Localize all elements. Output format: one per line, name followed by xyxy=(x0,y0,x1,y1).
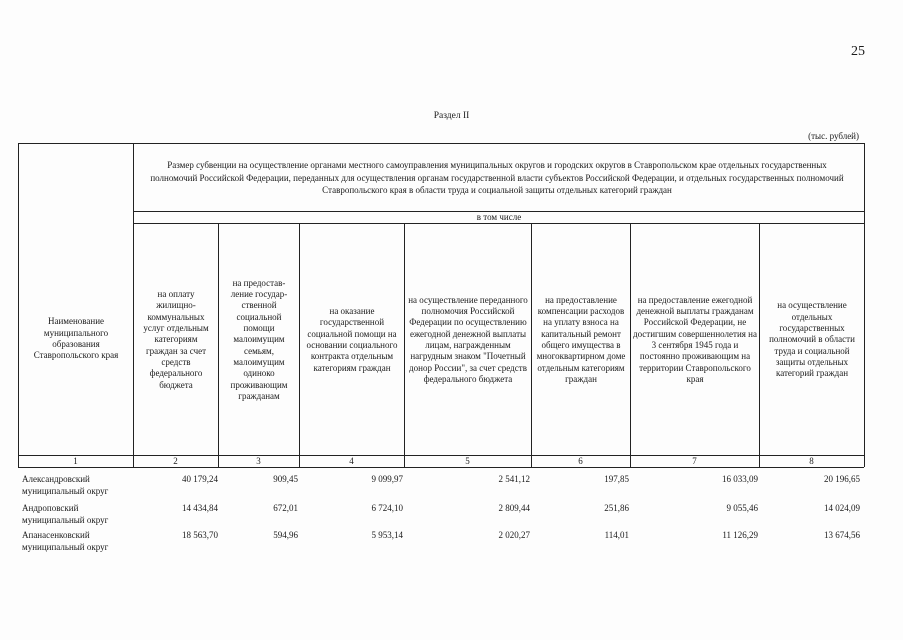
table-border-right xyxy=(864,143,865,467)
page-number: 25 xyxy=(851,44,865,59)
column-number: 8 xyxy=(809,455,814,466)
section-title: Раздел II xyxy=(433,111,470,121)
table-cell: 14 434,84 xyxy=(182,503,218,513)
header-col-8: на осуществление отдельных государственных полномочий в области труда и социальной защиты отдельных категорий граждан xyxy=(769,300,855,379)
table-border-left xyxy=(18,143,19,467)
header-including-divider xyxy=(133,223,864,224)
column-divider xyxy=(218,223,219,467)
table-cell: 9 099,97 xyxy=(371,474,403,484)
header-col-5: на осуществление переданного полномочия Российской Федерации по осуществлению ежегодной денежной выплаты лицам, награжденным нагрудным знаком "Почетный донор России", за счет средств федерального бюджета xyxy=(408,294,528,384)
table-cell: 114,01 xyxy=(604,530,629,540)
table-cell: 16 033,09 xyxy=(722,474,758,484)
column-number: 5 xyxy=(465,455,470,466)
table-cell: 197,85 xyxy=(604,474,629,484)
table-cell: 909,45 xyxy=(273,474,298,484)
header-name-column: Наименование муниципального образования Ставропольского края xyxy=(33,316,119,361)
column-number: 4 xyxy=(349,455,354,466)
table-border-top xyxy=(18,143,864,144)
column-number: 2 xyxy=(173,455,178,466)
units-label: (тыс. рублей) xyxy=(808,131,859,141)
table-cell: 2 541,12 xyxy=(498,474,530,484)
table-cell: 594,96 xyxy=(273,530,298,540)
column-number: 1 xyxy=(73,455,78,466)
column-divider xyxy=(133,143,134,467)
table-cell: 11 126,29 xyxy=(722,530,758,540)
header-col-2: на оплату жилищно-коммунальных услуг отдельным категориям граждан за счет средств федерального бюджета xyxy=(143,289,209,390)
header-col-4: на оказание государственной социальной помощи на основании социального контракта отдельным категориям граждан xyxy=(306,306,398,373)
column-number: 6 xyxy=(578,455,583,466)
column-number: 7 xyxy=(692,455,697,466)
table-cell: 2 809,44 xyxy=(498,503,530,513)
row-name: Андроповский муниципальный округ xyxy=(22,503,109,525)
table-cell: 40 179,24 xyxy=(182,474,218,484)
column-divider xyxy=(299,223,300,467)
header-col-3: на предостав-ление государ-ственной социальной помощи малоимущим семьям, малоимущим одиноко проживающим гражданам xyxy=(230,277,288,401)
table-cell: 18 563,70 xyxy=(182,530,218,540)
column-number: 3 xyxy=(256,455,261,466)
table-cell: 5 953,14 xyxy=(371,530,403,540)
row-name: Апанасенковский муниципальный округ xyxy=(22,530,109,552)
table-cell: 9 055,46 xyxy=(726,503,758,513)
header-main: Размер субвенции на осуществление органами местного самоуправления муниципальных округов и городских округов в Ставропольском крае отдельных государственных полномочий Российской Федерации, переданных для осуществления органам государственной власти субъектов Российской Федерации, и отдельных государственных полномочий Ставропольского края в области труда и социальной защиты отдельных категорий граждан xyxy=(150,160,844,196)
table-cell: 251,86 xyxy=(604,503,629,513)
column-divider xyxy=(759,223,760,467)
column-divider xyxy=(404,223,405,467)
table-cell: 2 020,27 xyxy=(498,530,530,540)
row-name: Александровский муниципальный округ xyxy=(22,474,109,496)
table-cell: 14 024,09 xyxy=(824,503,860,513)
header-col-6: на предоставление компенсации расходов на уплату взноса на капитальный ремонт общего имущества в многоквартирном доме отдельным категориям граждан xyxy=(536,294,626,384)
column-numbers-divider xyxy=(18,467,864,468)
table-cell: 13 674,56 xyxy=(824,530,860,540)
column-divider xyxy=(531,223,532,467)
column-divider xyxy=(630,223,631,467)
header-col-7: на предоставление ежегодной денежной выплаты гражданам Российской Федерации, не достигшим совершеннолетия на 3 сентября 1945 года и постоянно проживающим на территории Ставропольского края xyxy=(633,294,757,384)
table-cell: 20 196,65 xyxy=(824,474,860,484)
table-cell: 6 724,10 xyxy=(371,503,403,513)
header-including: в том числе xyxy=(476,212,522,222)
table-cell: 672,01 xyxy=(273,503,298,513)
